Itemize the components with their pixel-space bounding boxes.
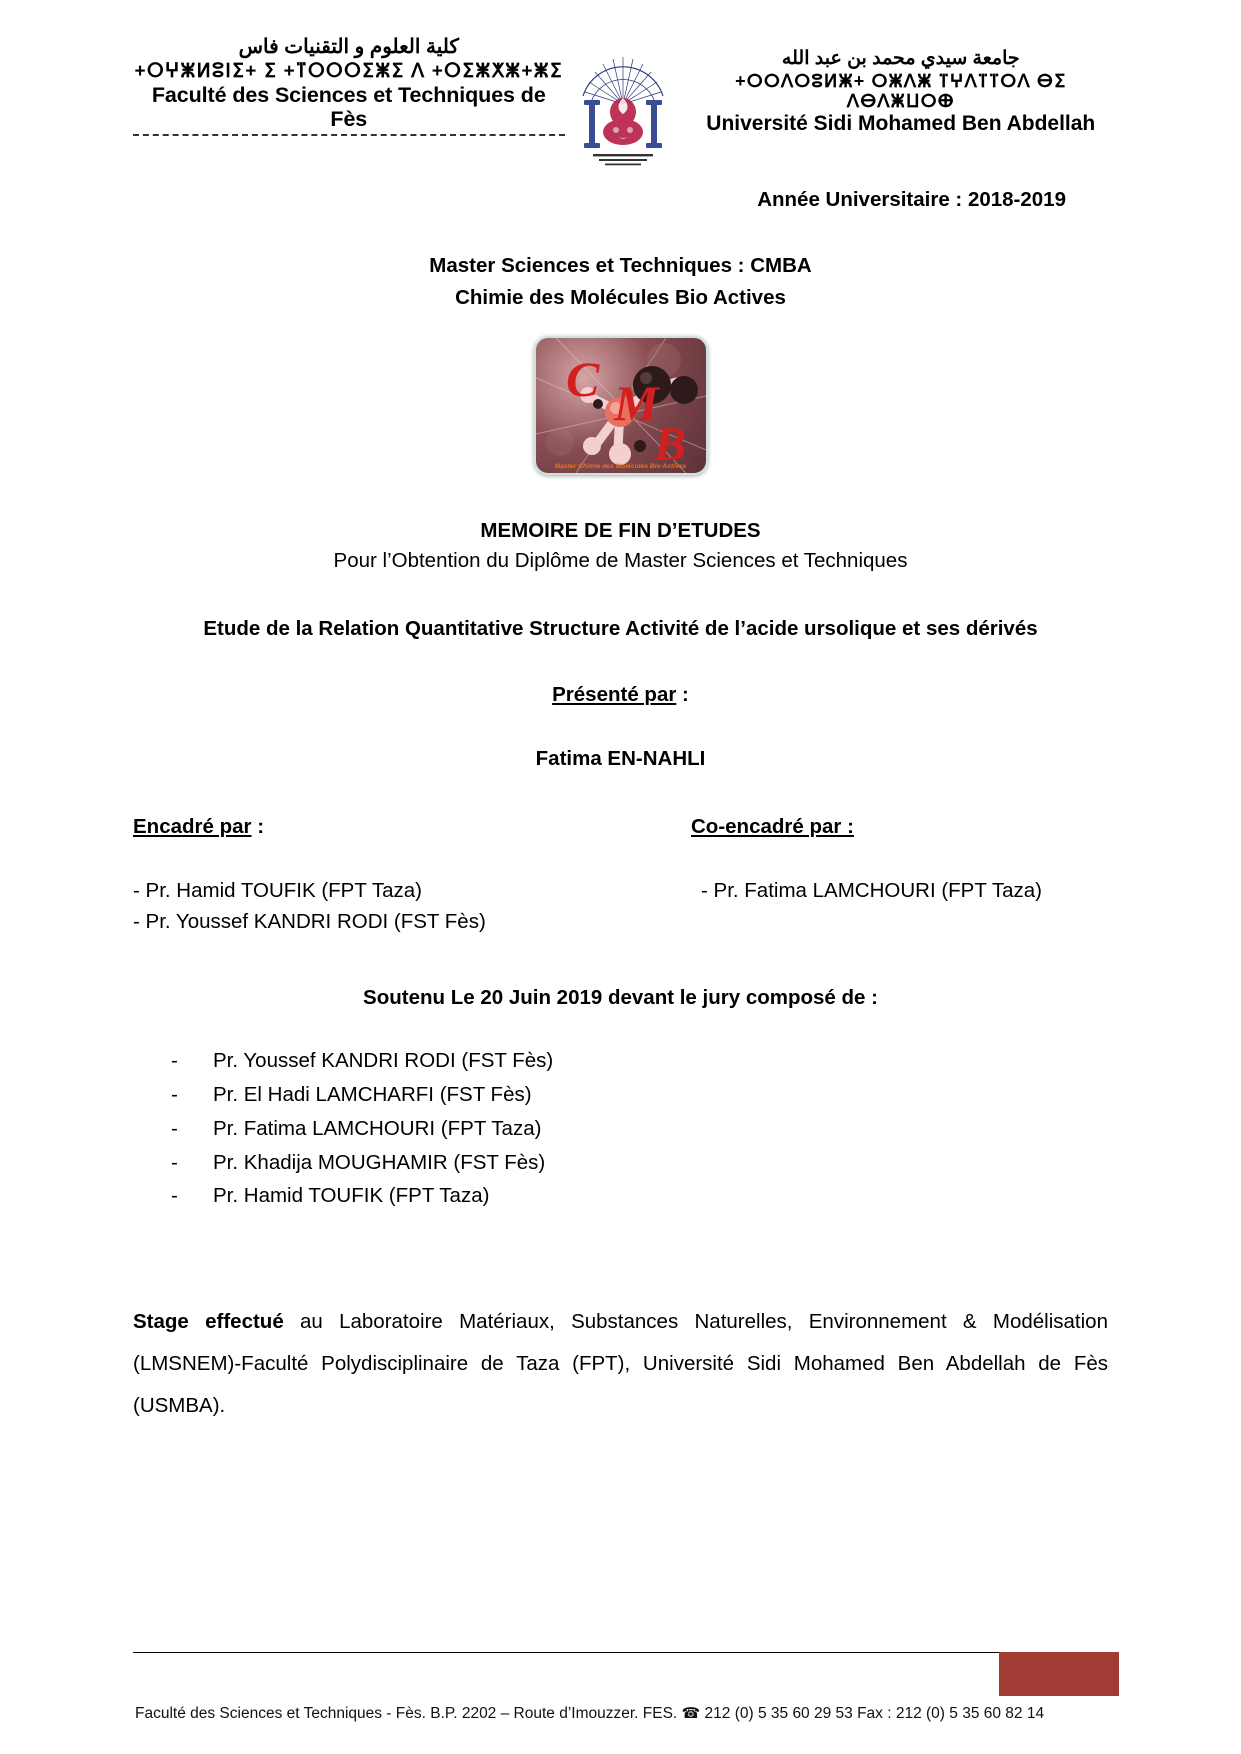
page-content <box>0 188 1241 1427</box>
supervisor-heading-right <box>601 815 1108 839</box>
faculty-header-block <box>133 36 565 140</box>
phone-icon: ☎ <box>681 1705 701 1722</box>
master-program-line2: Chimie des Molécules Bio Actives <box>455 285 786 309</box>
footer-phone: 212 (0) 5 35 60 29 53 <box>704 1705 853 1722</box>
author-name: Fatima EN-NAHLI <box>535 746 706 770</box>
presented-by-heading <box>133 683 1108 707</box>
supervisor-item: - Pr. Youssef KANDRI RODI (FST Fès) <box>133 910 486 934</box>
supervisor-item: - Pr. Hamid TOUFIK (FPT Taza) <box>133 878 422 902</box>
jury-member-name: Pr. Hamid TOUFIK (FPT Taza) <box>213 1184 490 1208</box>
list-item <box>133 1179 1108 1213</box>
university-name-arabic: جامعة سيدي محمد بن عبد الله <box>781 47 1020 69</box>
master-program-block <box>133 250 1108 314</box>
faculty-name-tifinagh: +ⵔⵖⵥⵍⵓⵏⵉ+ ⵉ +ⴶⵔⵔⵔⵉⵥⵉ ⴷ +ⵔⵉⵥⵅⵥ+ⵥⵉ <box>134 60 564 82</box>
jury-list <box>133 1044 1108 1213</box>
supervisor-heading-left-label: Encadré par <box>133 814 252 838</box>
jury-bullet: - <box>171 1082 178 1106</box>
faculty-name-arabic: كلية العلوم و التقنيات فاس <box>238 36 459 59</box>
page-footer <box>0 1514 1241 1754</box>
svg-text:B: B <box>653 417 686 471</box>
list-item <box>133 1078 1108 1112</box>
supervisors-lists <box>133 875 1108 939</box>
svg-text:M: M <box>613 374 658 431</box>
supervisor-list-left <box>133 875 601 939</box>
memoire-title: MEMOIRE DE FIN D’ETUDES <box>480 518 761 542</box>
defense-line: Soutenu Le 20 Juin 2019 devant le jury composé de : <box>363 986 878 1010</box>
list-item <box>133 1146 1108 1180</box>
footer-address: Faculté des Sciences et Techniques - Fès. B.P. 2202 – Route d’Imouzzer. FES. <box>135 1705 678 1722</box>
jury-member-name: Pr. El Hadi LAMCHARFI (FST Fès) <box>213 1082 532 1106</box>
faculty-header-divider <box>133 134 565 136</box>
list-item <box>133 1112 1108 1146</box>
internship-bold-lead: Stage effectué <box>133 1310 284 1334</box>
footer-divider <box>133 1652 1119 1653</box>
svg-text:C: C <box>565 350 599 407</box>
jury-bullet: - <box>171 1116 178 1140</box>
jury-member-name: Pr. Youssef KANDRI RODI (FST Fès) <box>213 1049 554 1073</box>
faculty-name-french: Faculté des Sciences et Techniques de Fès <box>151 82 546 131</box>
presented-by-colon: : <box>676 682 689 706</box>
memoire-subtitle: Pour l’Obtention du Diplôme de Master Sciences et Techniques <box>333 548 908 572</box>
university-crest-icon <box>575 52 671 170</box>
university-name-tifinagh: +ⵔⵔⴷⵔⵓⵍⵥ+ ⵔⵥⴷⵥ ⴶⵖⴷⴶⴶⵔⴷ ⴱⵉ ⴷⴱⴷⵥⵡⵔⴲ <box>735 71 1067 112</box>
jury-bullet: - <box>171 1049 178 1073</box>
footer-accent-block <box>999 1652 1119 1696</box>
cmba-logo <box>534 336 708 475</box>
jury-member-name: Pr. Fatima LAMCHOURI (FPT Taza) <box>213 1116 542 1140</box>
supervisor-heading-right-label: Co-encadré par : <box>691 814 854 838</box>
supervisors-headings <box>133 815 1108 839</box>
supervisor-heading-left <box>133 815 601 839</box>
university-name-french: Université Sidi Mohamed Ben Abdellah <box>706 112 1096 136</box>
master-program-line1: Master Sciences et Techniques : CMBA <box>429 254 812 277</box>
footer-fax: Fax : 212 (0) 5 35 60 82 14 <box>857 1705 1045 1722</box>
cmba-logo-caption: Master Chimie des Molécules Bio Actives <box>554 462 687 470</box>
supervisor-heading-left-colon: : <box>251 814 265 838</box>
footer-contact <box>135 1704 1119 1723</box>
jury-bullet: - <box>171 1184 178 1208</box>
presented-by-label: Présenté par <box>552 682 677 706</box>
cmba-logo-wrap <box>133 336 1108 475</box>
internship-paragraph <box>133 1301 1108 1427</box>
internship-text: au Laboratoire Matériaux, Substances Naturelles, Environnement & Modélisation (LMSNEM)-Faculté Polydisciplinaire de Taza (FPT), Université Sidi Mohamed Ben Abdellah de Fès (USMBA). <box>133 1310 1108 1418</box>
supervisor-list-right <box>601 875 1108 939</box>
university-header-block <box>681 48 1121 140</box>
thesis-title: Etude de la Relation Quantitative Structure Activité de l’acide ursolique et ses dérivés <box>203 616 1038 640</box>
academic-year: Année Universitaire : 2018-2019 <box>757 188 1066 211</box>
supervisor-item: - Pr. Fatima LAMCHOURI (FPT Taza) <box>701 878 1042 902</box>
jury-bullet: - <box>171 1150 178 1174</box>
jury-member-name: Pr. Khadija MOUGHAMIR (FST Fès) <box>213 1150 546 1174</box>
page-header <box>0 0 1241 140</box>
list-item <box>133 1044 1108 1078</box>
